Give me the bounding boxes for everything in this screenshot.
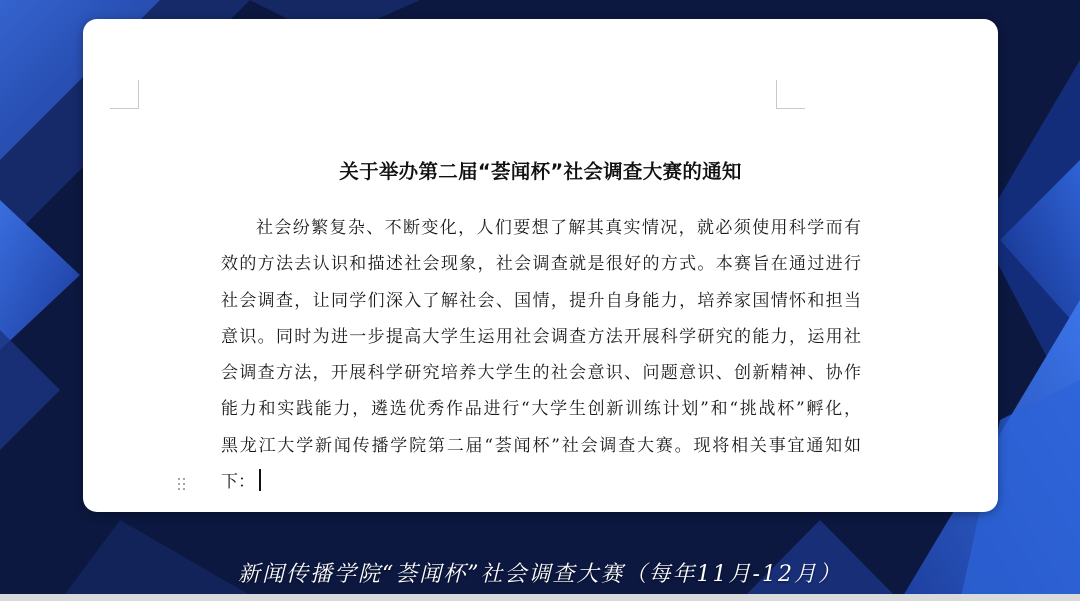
- drag-dot: [178, 478, 180, 480]
- margin-corner-top-right: [776, 80, 805, 109]
- drag-handle-icon[interactable]: [177, 476, 187, 492]
- drag-dot: [183, 483, 185, 485]
- margin-corner-top-left: [110, 80, 139, 109]
- paragraph-line: 能力和实践能力，遴选优秀作品进行“大学生创新训练计划”和“挑战杯”孵化，: [221, 399, 861, 420]
- document-title: 关于举办第二届“荟闻杯”社会调查大赛的通知: [339, 160, 742, 183]
- paragraph-line: 黑龙江大学新闻传播学院第二届“荟闻杯”社会调查大赛。现将相关事宜通知如: [221, 435, 861, 456]
- paragraph-line: 会调查方法，开展科学研究培养大学生的社会意识、问题意识、创新精神、协作: [221, 363, 861, 384]
- paragraph-line: 意识。同时为进一步提高大学生运用社会调查方法开展科学研究的能力，运用社: [221, 326, 861, 347]
- drag-dot: [178, 488, 180, 490]
- drag-dot: [183, 488, 185, 490]
- document-body[interactable]: [221, 210, 861, 500]
- paragraph-line-last: [221, 464, 861, 500]
- bottom-bar: [0, 594, 1080, 601]
- text-cursor: [259, 469, 261, 491]
- drag-dot: [183, 478, 185, 480]
- caption-text: 新闻传播学院“荟闻杯”社会调查大赛（每年11月-12月）: [238, 562, 842, 587]
- paragraph-line: 效的方法去认识和描述社会现象，社会调查就是很好的方式。本赛旨在通过进行: [221, 254, 861, 275]
- drag-dot: [178, 483, 180, 485]
- paragraph-line: 社会纷繁复杂、不断变化，人们要想了解其真实情况，就必须使用科学而有: [256, 218, 861, 238]
- paragraph-line-text: 下：: [221, 472, 255, 493]
- paragraph-line: 社会调查，让同学们深入了解社会、国情，提升自身能力，培养家国情怀和担当: [221, 290, 861, 311]
